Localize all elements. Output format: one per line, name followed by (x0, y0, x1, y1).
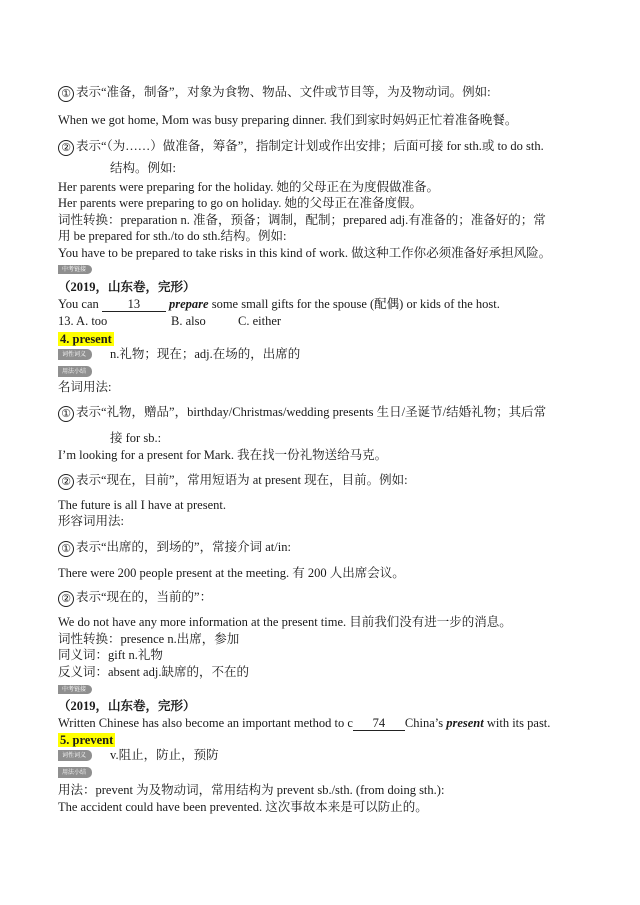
usage-summary-badge: 用法小结 (58, 767, 92, 778)
exam-options (58, 313, 604, 329)
exam-question: Written Chinese has also become an important method to c 74 China’s present with its past. (58, 716, 551, 730)
option-a: 13. A. too (58, 314, 108, 328)
noun-usage-label: 名词用法: (58, 380, 112, 394)
prepare-conversion: 词性转换：preparation n. 准备，预备；调制，配制；prepared adj.有准备的；准备好的；常 (58, 213, 546, 227)
word-meaning-badge: 词性词义 (58, 750, 92, 761)
circled-number: ① (58, 541, 74, 557)
circled-number: ② (58, 591, 74, 607)
prepare-conversion-cont: 用 be prepared for sth./to do sth.结构。例如: (58, 229, 287, 243)
circled-number: ② (58, 140, 74, 156)
present-synonym: 同义词：gift n.礼物 (58, 648, 163, 662)
answer-blank: 74 (353, 717, 405, 731)
present-noun-example-1: I’m looking for a present for Mark. 我在找一份礼物送给马克。 (58, 448, 388, 462)
present-antonym: 反义词：absent adj.缺席的，不在的 (58, 665, 249, 679)
present-noun-example-2: The future is all I have at present. (58, 498, 226, 512)
exam-source: （2019，山东卷，完形） (58, 280, 196, 294)
present-heading: 4. present (60, 332, 112, 346)
present-noun-sense-1-cont: 接 for sb.: (110, 431, 162, 445)
prepare-sense-2-cont: 结构。例如: (110, 161, 176, 175)
present-adj-example-2: We do not have any more information at the present time. 目前我们没有进一步的消息。 (58, 615, 512, 629)
exam-question: You can 13 prepare some small gifts for the spouse (配偶) or kids of the host. (58, 297, 500, 311)
circled-number: ① (58, 86, 74, 102)
option-c: C. either (238, 314, 282, 328)
exam-keyword: present (446, 716, 484, 730)
present-adj-sense-1: ① 表示“出席的，到场的”，常接介词 at/in: (58, 539, 604, 557)
exam-link-badge: 中考链接 (58, 685, 92, 694)
prepare-example-2b: Her parents were preparing to go on holiday. 她的父母正在准备度假。 (58, 196, 423, 210)
present-noun-sense-1: ① 表示“礼物，赠品”，birthday/Christmas/wedding presents 生日/圣诞节/结婚礼物；其后常 (58, 404, 604, 422)
present-meaning: n.礼物；现在；adj.在场的，出席的 (110, 347, 301, 361)
exam-link-badge: 中考链接 (58, 265, 92, 274)
answer-blank: 13 (102, 298, 166, 312)
word-meaning-badge: 词性词义 (58, 349, 92, 360)
exam-keyword: prepare (169, 297, 209, 311)
prepare-sense-1: ① 表示“准备，制备”，对象为食物、物品、文件或节目等，为及物动词。例如: (58, 84, 604, 102)
prevent-heading: 5. prevent (60, 733, 114, 747)
prevent-meaning: v.阻止，防止，预防 (110, 748, 219, 762)
present-noun-sense-2: ② 表示“现在，目前”，常用短语为 at present 现在，目前。例如: (58, 472, 604, 490)
present-adj-sense-2: ② 表示“现在的，当前的”： (58, 589, 604, 607)
prepare-example-3: You have to be prepared to take risks in this kind of work. 做这种工作你必须准备好承担风险。 (58, 246, 552, 260)
present-conversion: 词性转换：presence n.出席，参加 (58, 632, 240, 646)
prepare-example-1: When we got home, Mom was busy preparing dinner. 我们到家时妈妈正忙着准备晚餐。 (58, 113, 518, 127)
usage-summary-badge: 用法小结 (58, 366, 92, 377)
present-adj-example-1: There were 200 people present at the meeting. 有 200 人出席会议。 (58, 566, 405, 580)
prepare-sense-2: ② 表示“（为……）做准备，筹备”，指制定计划或作出安排；后面可接 for sth.或 to do sth. (58, 138, 604, 156)
option-b: B. also (171, 314, 206, 328)
exam-source: （2019，山东卷，完形） (58, 699, 196, 713)
prevent-usage: 用法：prevent 为及物动词，常用结构为 prevent sb./sth. (from doing sth.): (58, 783, 445, 797)
adj-usage-label: 形容词用法: (58, 514, 124, 528)
prevent-example: The accident could have been prevented. 这次事故本来是可以防止的。 (58, 800, 428, 814)
circled-number: ① (58, 406, 74, 422)
prepare-example-2a: Her parents were preparing for the holiday. 她的父母正在为度假做准备。 (58, 180, 440, 194)
circled-number: ② (58, 474, 74, 490)
